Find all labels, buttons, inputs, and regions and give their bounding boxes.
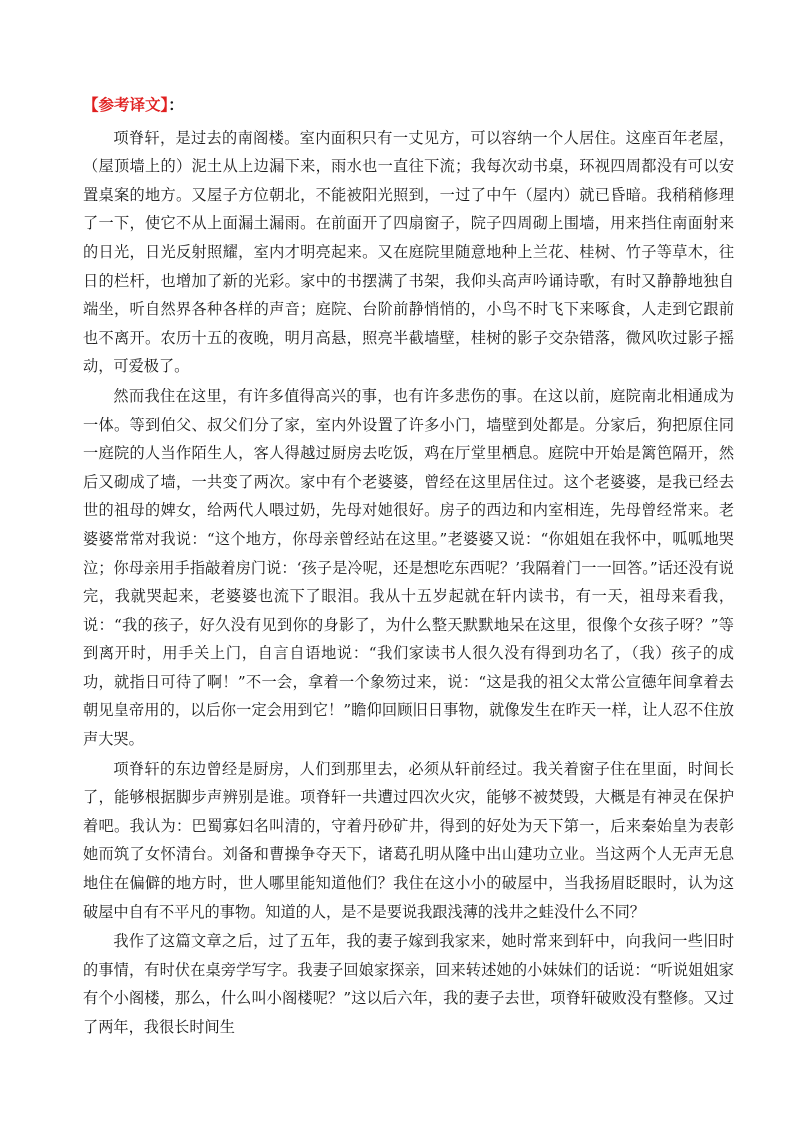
paragraph-2: 然而我住在这里，有许多值得高兴的事，也有许多悲伤的事。在这以前，庭院南北相通成为一体。等到伯父、叔父们分了家，室内外设置了许多小门，墙壁到处都是。分家后，狗把原住同一庭院的人当作陌生人，客人得越过厨房去吃饭，鸡在厅堂里栖息。庭院中开始是篱笆隔开，然后又砌成了墙，一共变了两次。家中有个老婆婆，曾经在这里居住过。这个老婆婆，是我已经去世的祖母的婢女，给两代人喂过奶，先母对她很好。房子的西边和内室相连，先母曾经常来。老婆婆常常对我说：“这个地方，你母亲曾经站在这里。”老婆婆又说：“你姐姐在我怀中，呱呱地哭泣；你母亲用手指敲着房门说：‘孩子是冷呢，还是想吃东西呢？’我隔着门一一回答。”话还没有说完，我就哭起来，老婆婆也流下了眼泪。我从十五岁起就在轩内读书，有一天，祖母来看我，说：“我的孩子，好久没有见到你的身影了，为什么整天默默地呆在这里，很像个女孩子呀？”等到离开时，用手关上门，自言自语地说：“我们家读书人很久没有得到功名了，（我）孩子的成功，就指日可待了啊！”不一会，拿着一个象笏过来，说：“这是我的祖父太常公宣德年间拿着去朝见皇帝用的，以后你一定会用到它！”瞻仰回顾旧日事物，就像发生在昨天一样，让人忍不住放声大哭。 <box>83 386 734 749</box>
paragraph-3: 项脊轩的东边曾经是厨房，人们到那里去，必须从轩前经过。我关着窗子住在里面，时间长了，能够根据脚步声辨别是谁。项脊轩一共遭过四次火灾，能够不被焚毁，大概是有神灵在保护着吧。我认为：巴蜀寡妇名叫清的，守着丹砂矿井，得到的好处为天下第一，后来秦始皇为表彰她而筑了女怀清台。刘备和曹操争夺天下，诸葛孔明从隆中出山建功立业。当这两个人无声无息地住在偏僻的地方时，世人哪里能知道他们？我住在这小小的破屋中，当我扬眉眨眼时，认为这破屋中自有不平凡的事物。知道的人，是不是要说我跟浅薄的浅井之蛙没什么不同？ <box>83 759 734 921</box>
heading-colon: ： <box>168 96 184 114</box>
heading-label: 【参考译文】 <box>83 96 169 114</box>
paragraph-1: 项脊轩，是过去的南阁楼。室内面积只有一丈见方，可以容纳一个人居住。这座百年老屋，（屋顶墙上的）泥土从上边漏下来，雨水也一直往下流；我每次动书桌，环视四周都没有可以安置桌案的地方。又屋子方位朝北，不能被阳光照到，一过了中午（屋内）就已昏暗。我稍稍修理了一下，使它不从上面漏土漏雨。在前面开了四扇窗子，院子四周砌上围墙，用来挡住南面射来的日光，日光反射照耀，室内才明亮起来。又在庭院里随意地种上兰花、桂树、竹子等草木，往日的栏杆，也增加了新的光彩。家中的书摆满了书架，我仰头高声吟诵诗歌，有时又静静地独自端坐，听自然界各种各样的声音；庭院、台阶前静悄悄的，小鸟不时飞下来啄食，人走到它跟前也不离开。农历十五的夜晚，明月高悬，照亮半截墙壁，桂树的影子交杂错落，微风吹过影子摇动，可爱极了。 <box>83 128 734 376</box>
document-page <box>83 91 734 1043</box>
paragraph-4: 我作了这篇文章之后，过了五年，我的妻子嫁到我家来，她时常来到轩中，向我问一些旧时的事情，有时伏在桌旁学写字。我妻子回娘家探亲，回来转述她的小妹妹们的话说：“听说姐姐家有个小阁楼，那么，什么叫小阁楼呢？”这以后六年，我的妻子去世，项脊轩破败没有整修。又过了两年，我很长时间生 <box>83 932 734 1036</box>
section-heading <box>83 91 734 120</box>
